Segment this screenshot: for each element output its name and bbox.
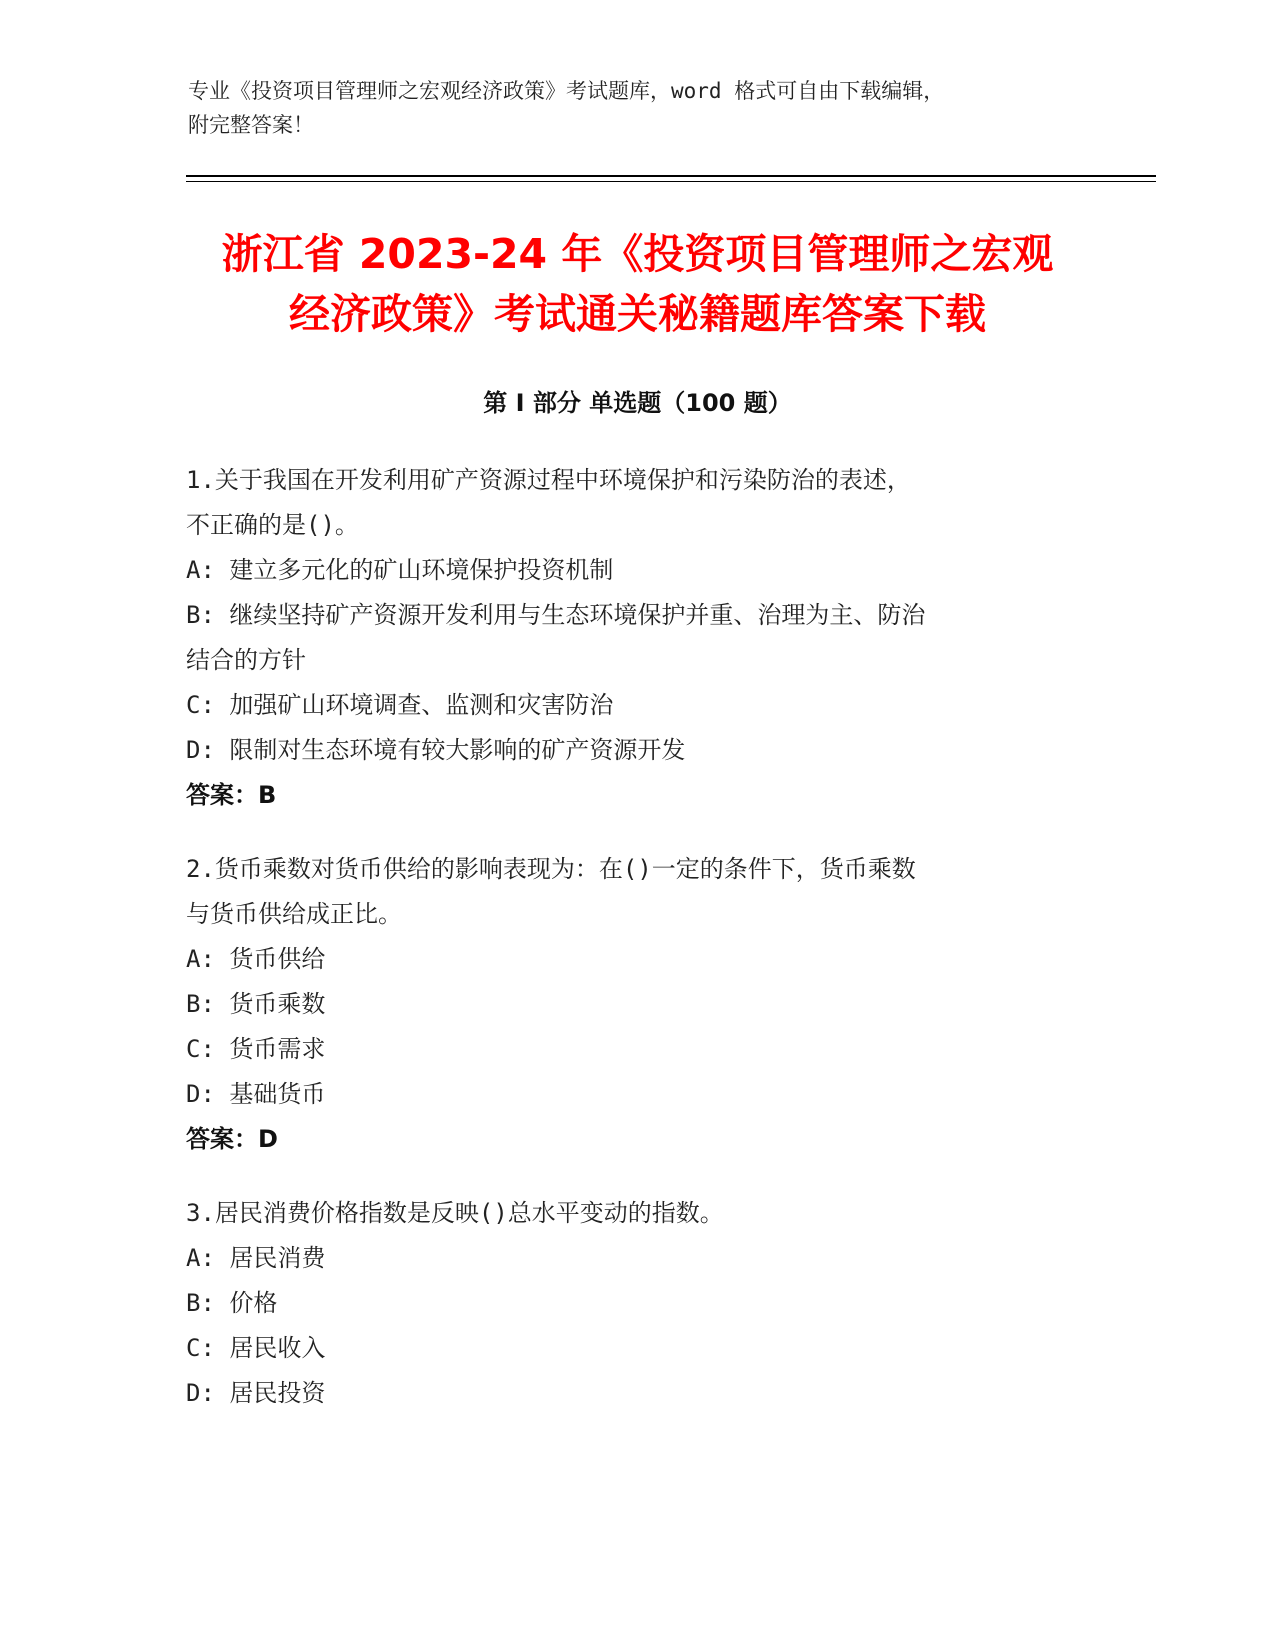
option-c: C: 居民收入	[186, 1334, 326, 1362]
option-c: C: 货币需求	[186, 1035, 326, 1063]
answer: 答案：D	[186, 1125, 278, 1153]
option-d: D: 居民投资	[186, 1379, 326, 1407]
option-b: B: 继续坚持矿产资源开发利用与生态环境保护并重、治理为主、防治	[186, 601, 926, 629]
question-stem-line: 3.居民消费价格指数是反映()总水平变动的指数。	[186, 1199, 724, 1227]
option-a: A: 居民消费	[186, 1244, 326, 1272]
header-note-line-2: 附完整答案！	[188, 113, 314, 137]
header-note-line-1: 专业《投资项目管理师之宏观经济政策》考试题库，word 格式可自由下载编辑，	[188, 79, 945, 103]
option-d: D: 限制对生态环境有较大影响的矿产资源开发	[186, 736, 686, 764]
question-3	[186, 1191, 1086, 1416]
option-b: B: 货币乘数	[186, 990, 326, 1018]
question-stem-line: 1.关于我国在开发利用矿产资源过程中环境保护和污染防治的表述，	[186, 466, 911, 494]
section-heading: 第 I 部分 单选题（100 题）	[483, 389, 792, 417]
header-divider-thick	[186, 175, 1156, 177]
option-b-continued: 结合的方针	[186, 646, 306, 674]
option-a: A: 建立多元化的矿山环境保护投资机制	[186, 556, 614, 584]
option-a: A: 货币供给	[186, 945, 326, 973]
question-1	[186, 458, 1086, 818]
question-stem-line: 不正确的是()。	[186, 511, 359, 539]
option-b: B: 价格	[186, 1289, 278, 1317]
answer: 答案：B	[186, 781, 277, 809]
document-title-line-2: 经济政策》考试通关秘籍题库答案下载	[289, 290, 986, 338]
option-d: D: 基础货币	[186, 1080, 326, 1108]
header-note	[188, 74, 1088, 142]
document-title-line-1: 浙江省 2023-24 年《投资项目管理师之宏观	[221, 230, 1054, 278]
header-divider-thin	[186, 181, 1156, 182]
question-stem-line: 与货币供给成正比。	[186, 900, 402, 928]
question-stem-line: 2.货币乘数对货币供给的影响表现为：在()一定的条件下，货币乘数	[186, 855, 916, 883]
document-title	[150, 224, 1125, 344]
option-c: C: 加强矿山环境调查、监测和灾害防治	[186, 691, 614, 719]
question-2	[186, 847, 1086, 1162]
